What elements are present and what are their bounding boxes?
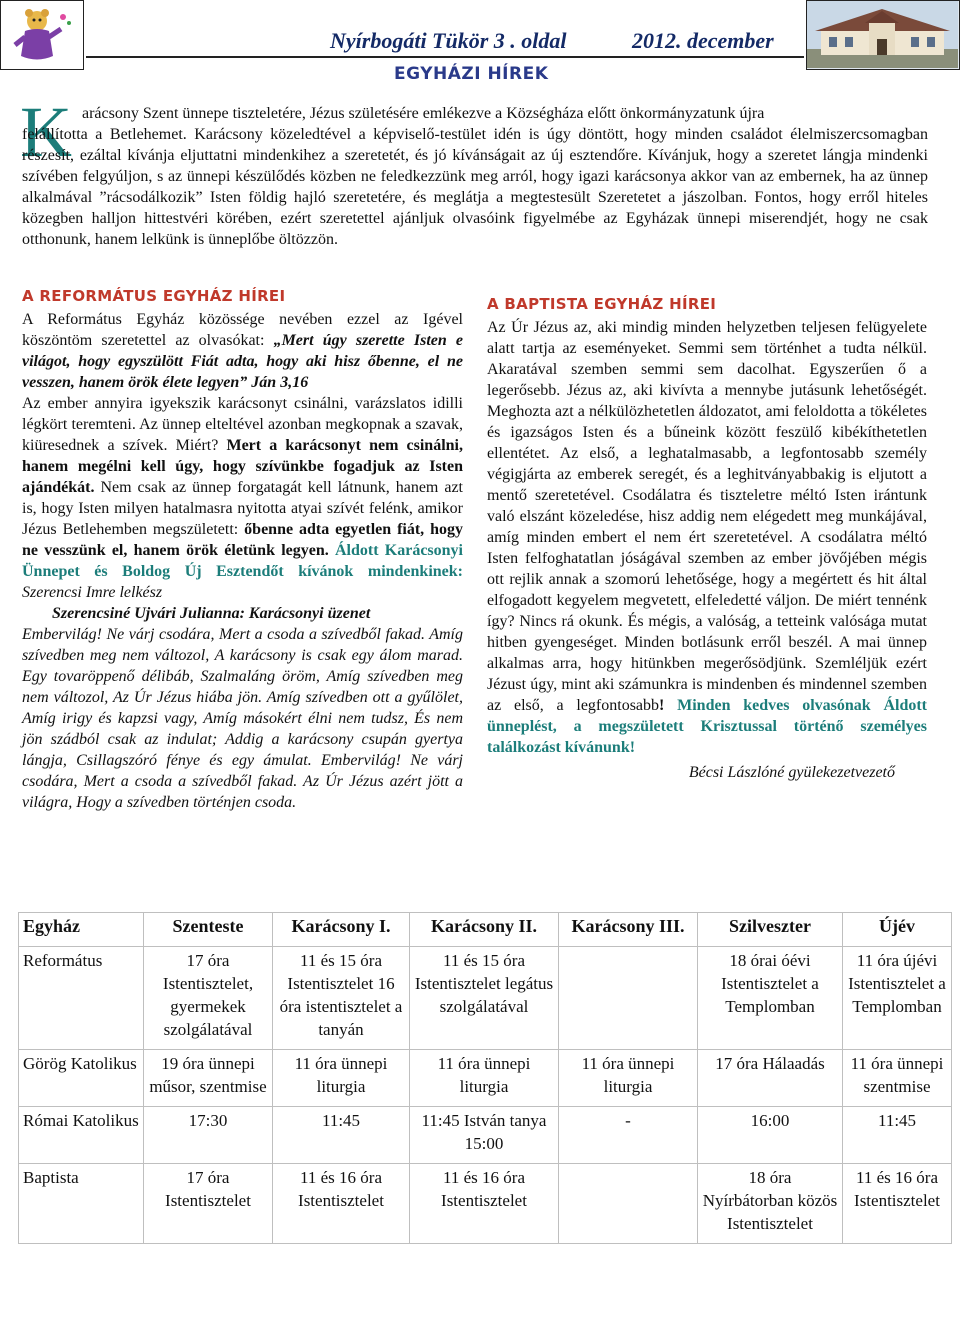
baptista-signature: Bécsi Lászlóné gyülekezetvezető (688, 764, 895, 781)
reformatus-body (22, 393, 463, 603)
header-cell: Karácsony III. (559, 913, 698, 947)
header-rule (86, 56, 804, 58)
table-cell: 18 óra Nyírbátorban közös Istentisztelet (698, 1164, 843, 1244)
header-cell: Újév (843, 913, 952, 947)
pastor-signature: Szerencsi Imre lelkész (22, 584, 163, 601)
body-text-2: Nem csak az ünnep forgatagát kell látnunk, hanem azt is, hogy Isten milyen hatalmasra nyitotta atyai szívét felénk, amikor Jézus Betlehemben megszületett: (22, 479, 463, 538)
section-title: EGYHÁZI HÍREK (394, 64, 549, 84)
table-cell: - (559, 1107, 698, 1164)
poem-title: Szerencsiné Ujvári Julianna: Karácsonyi üzenet (52, 605, 371, 622)
table-row (19, 1050, 952, 1107)
intro-first-line: arácsony Szent ünnepe tiszteletére, Jézus születésére emlékezve a Községháza előtt önkormányzatunk újra (82, 105, 765, 122)
reformatus-article (22, 286, 463, 813)
baptista-text: Az Úr Jézus az, aki mindig minden helyzetben teljesen felügyelete alatt tartja az eseményeket. Semmi sem történhet a tudta nélkül. Akaratával szemben semmi sem dacolhat. Egyszerűen ő a legerősebb. Jézus az, aki kivívta a mennybe jutásunk lehetőségét. Meghozta azt a nélkülözhetetlen áldozatot, ami feloldotta a tökéletes és igazságos Isten és a bűneink között feszülő kibékíthetetlen ellentétet. Az első, a leghatalmasabb, a legfontosabb személy végigjárta az emberek seregét, és a leghitványabbakig is eljutott a mentő szeretetével. Csodálatra és tiszteletre méltó Isten irántunk való elszánt közeledése, hisz addig nem elégedett meg munkájával, amíg minden embert el nem ért szeretetével. A csodálatra méltó Isten felfoghatatlan jóságával szemben az ember jövőjében mégis ott rejlik annak a szomorú lehetősége, hogy a megértett és hit által elfogadott kegyelem megvetett, elfeledetté váljon. De miért tennénk így? Nincs rá okunk. És mégis, a valóság, a tetteink valósága mutat hitben gyengeséget. Minden botlásunk erről beszél. A mai ünnep alkalmas arra, hogy hitünkben megerősödjünk. Szemléljük ezért Jézust úgy, mint aki számunkra is mindenben és mindennel szemben az első, a legfontosabb (487, 319, 927, 714)
intro-text: felállította a Betlehemet. Karácsony közeledtével a képviselő-testület idén is úgy döntött, hogy minden családot élelmiszercsomagban részesít, ezáltal kívánja eljuttatni mindenkihez a szeretetét, és jó kívánságait az új esztendőre. Kívánjuk, hogy a szeretet lángja mindenki szívében felgyúljon, s az ünnepi készülődés közben ne feledkezzünk meg arról, hogy igazi karácsonya akkor van az embernek, ha az ünnep alkalmával ”rácsodálkozik” Isten földig hajló szeretetére, és meglátja a megtestesült Szeretetet a jászolban. Fontos, hogy erről hiteles közegben halljon hittestvéri körében, ezért szeretettel ajánljuk olvasóink figyelmébe az Egyházak ünnepi miserendjét, hogy ne csak otthonunk, hanem lelkünk is ünneplőbe öltözzön. (22, 126, 928, 248)
poem-text: Embervilág! Ne várj csodára, Mert a csoda a szívedből fakad. Amíg szívedben meg nem változol, A karácsony is csak egy álom marad. Egy tovaröppenő délibáb, Szalmaláng öröm, Amíg szívedben meg nem változol, Az Úr Jézus hiába jön. Amíg szívedben ott a gyűlölet, Amíg irigy és kapzsi vagy, Amíg másokért élni nem tudsz, És nem jön szádból csak az indulat; Addig a karácsony csupán gyertya lángja, Csillagszóró fénye és egy ámulat. Embervilág! Ne várj csodára, Mert a csoda a szívedből fakad. Az Úr Jézus azért jött a világra, Hogy a szívedben történjen csoda. (22, 626, 463, 811)
cartoon-bear-icon (1, 1, 82, 68)
table-cell: 19 óra ünnepi műsor, szentmise (144, 1050, 273, 1107)
bible-quote: „Mert úgy szerette Isten e világot, hogy egyszülött Fiát adta, hogy aki hisz őbenne, el ne vesszen, hanem örök élete legyen” Ján 3,16 (22, 332, 463, 391)
table-cell: 11 és 16 óra Istentisztelet (843, 1164, 952, 1244)
table-cell (559, 1164, 698, 1244)
church-cell: Római Katolikus (19, 1107, 144, 1164)
building-icon (807, 1, 958, 68)
exclamation: ! (659, 697, 665, 714)
newspaper-title: Nyírbogáti Tükör 3 . oldal (330, 28, 567, 53)
body-bold: Mert a karácsonyt nem csinálni, hanem megélni kell úgy, hogy szívünkbe fogadjuk az Isten ajándékát. (22, 437, 463, 496)
table-row (19, 1164, 952, 1244)
reformatus-title: A REFORMÁTUS EGYHÁZ HÍREI (22, 287, 286, 305)
table-header-row (19, 913, 952, 947)
table-cell: 11:45 István tanya 15:00 (410, 1107, 559, 1164)
table-cell: 11 óra újévi Istentisztelet a Templomban (843, 947, 952, 1050)
table-cell: 11 és 16 óra Istentisztelet (273, 1164, 410, 1244)
table-cell: 11 óra ünnepi szentmise (843, 1050, 952, 1107)
issue-date: 2012. december (632, 28, 774, 53)
church-cell: Baptista (19, 1164, 144, 1244)
table-cell: 17:30 (144, 1107, 273, 1164)
baptista-article (487, 294, 927, 783)
body-bold-2: őbenne adta egyetlen fiát, hogy ne vesszünk el, hanem örök életünk legyen. (22, 521, 463, 559)
table-cell: 11 óra ünnepi liturgia (410, 1050, 559, 1107)
header-cell: Szenteste (144, 913, 273, 947)
newspaper-logo (0, 0, 84, 70)
intro-paragraph (22, 103, 928, 250)
table-cell: 11 óra ünnepi liturgia (559, 1050, 698, 1107)
header-cell: Szilveszter (698, 913, 843, 947)
table-cell: 18 órai óévi Istentisztelet a Templomban (698, 947, 843, 1050)
table-cell: 11 óra ünnepi liturgia (273, 1050, 410, 1107)
service-schedule-table (18, 912, 952, 1244)
table-cell: 11 és 16 óra Istentisztelet (410, 1164, 559, 1244)
baptista-title: A BAPTISTA EGYHÁZ HÍREI (487, 295, 717, 313)
drop-cap: K (20, 92, 72, 172)
baptista-wish: Minden kedves olvasónak Áldott ünneplést, a megszületett Krisztussal történő személyes találkozást kívánunk! (487, 697, 928, 756)
town-hall-photo (806, 0, 960, 70)
table-cell (559, 947, 698, 1050)
table-cell: 11:45 (273, 1107, 410, 1164)
table-cell: 11 és 15 óra Istentisztelet legátus szolgálatával (410, 947, 559, 1050)
header-cell: Egyház (19, 913, 144, 947)
header-cell: Karácsony II. (410, 913, 559, 947)
holiday-wish: Áldott Karácsonyi Ünnepet és Boldog Új Esztendőt kívánok mindenkinek: (22, 542, 463, 580)
header-cell: Karácsony I. (273, 913, 410, 947)
baptista-body (487, 317, 927, 758)
church-cell: Görög Katolikus (19, 1050, 144, 1107)
reformatus-greeting (22, 309, 463, 393)
table-cell: 17 óra Istentisztelet (144, 1164, 273, 1244)
greeting-text: A Református Egyház közössége nevében ezzel az Igével köszöntöm szeretettel az olvasókat: (22, 311, 463, 349)
body-text: Az ember annyira igyekszik karácsonyt csinálni, varázslatos idilli légkört teremteni. Az ünnep elteltével azonban megkopnak a szavak, kiüresednek a szívek. Miért? (22, 395, 463, 454)
church-cell: Református (19, 947, 144, 1050)
table-cell: 17 óra Hálaadás (698, 1050, 843, 1107)
table-cell: 11 és 15 óra Istentisztelet 16 óra istentisztelet a tanyán (273, 947, 410, 1050)
table-row (19, 1107, 952, 1164)
table-cell: 17 óra Istentisztelet, gyermekek szolgálatával (144, 947, 273, 1050)
table-cell: 11:45 (843, 1107, 952, 1164)
table-row (19, 947, 952, 1050)
table-cell: 16:00 (698, 1107, 843, 1164)
